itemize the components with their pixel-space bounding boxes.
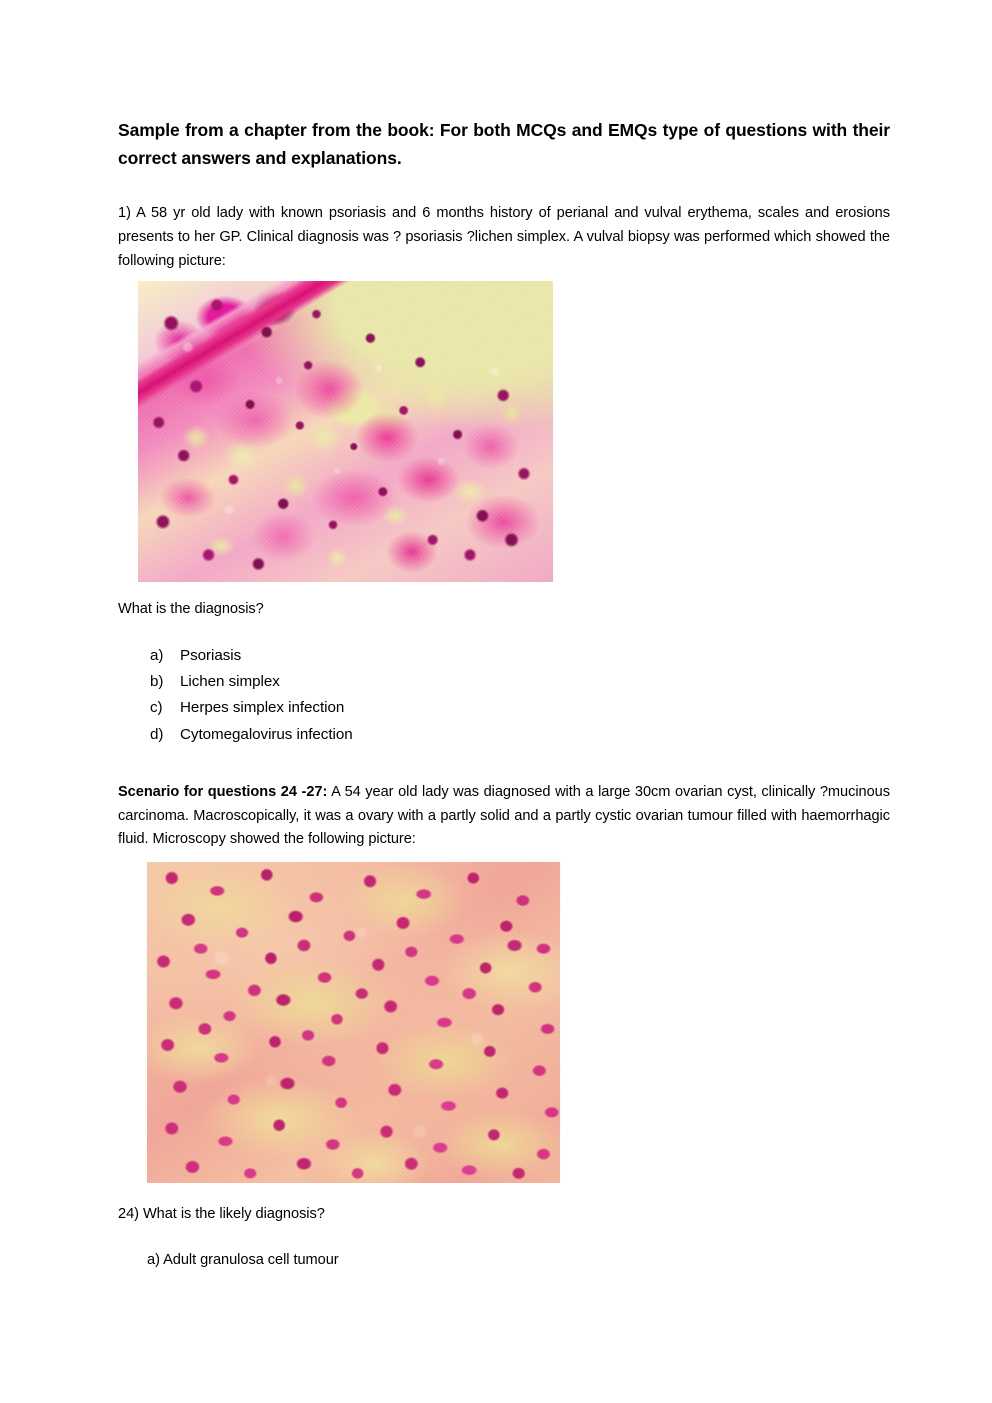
histology-image-vulval-biopsy	[138, 281, 553, 582]
option-b[interactable]	[150, 669, 890, 695]
question-24-block	[118, 1203, 890, 1287]
option-d-label: Cytomegalovirus infection	[180, 725, 353, 743]
option-b-label: Lichen simplex	[180, 672, 280, 690]
question-24-option-a-text: Adult granulosa cell tumour	[163, 1251, 339, 1268]
question-1-prompt: What is the diagnosis?	[118, 601, 264, 617]
option-a-label: Psoriasis	[180, 646, 242, 664]
option-d[interactable]	[150, 722, 890, 748]
option-a[interactable]	[150, 643, 890, 669]
figure-2-texture-grain	[147, 862, 560, 1183]
option-b-marker: b)	[150, 672, 164, 690]
question-1-answer-block	[118, 598, 890, 748]
question-1-options	[118, 643, 890, 748]
question-24-option-a[interactable]	[118, 1249, 890, 1273]
page-title: Sample from a chapter from the book: For both MCQs and EMQs type of questions with their correct answers and explanations.	[118, 120, 890, 168]
figure-1-texture-grain	[138, 281, 553, 582]
histology-image-ovarian-tumour	[147, 862, 560, 1183]
scenario-2-block	[118, 781, 890, 852]
document-content	[118, 0, 890, 273]
option-a-marker: a)	[150, 646, 164, 664]
option-c[interactable]	[150, 695, 890, 721]
scenario-2-heading: Scenario for questions 24 -27:	[118, 784, 328, 800]
scenario-2-stem	[118, 781, 890, 852]
question-24-option-a-marker: a)	[147, 1251, 160, 1268]
question-1-stem: 1) A 58 yr old lady with known psoriasis and 6 months history of perianal and vulval erythema, scales and erosions presents to her GP. Clinical diagnosis was ? psoriasis ?lichen simplex. A vulval biopsy was performed which showed the following picture:	[118, 205, 890, 269]
option-d-marker: d)	[150, 725, 164, 743]
option-c-marker: c)	[150, 699, 163, 717]
scenario-2-body: A 54 year old lady was diagnosed with a large 30cm ovarian cyst, clinically ?mucinous carcinoma. Macroscopically, it was a ovary with a partly solid and a partly cystic ovarian tumour filled with haemorrhagic fluid. Microscopy showed the following picture:	[118, 784, 890, 848]
option-c-label: Herpes simplex infection	[180, 699, 345, 717]
question-24-prompt: 24) What is the likely diagnosis?	[118, 1206, 325, 1222]
